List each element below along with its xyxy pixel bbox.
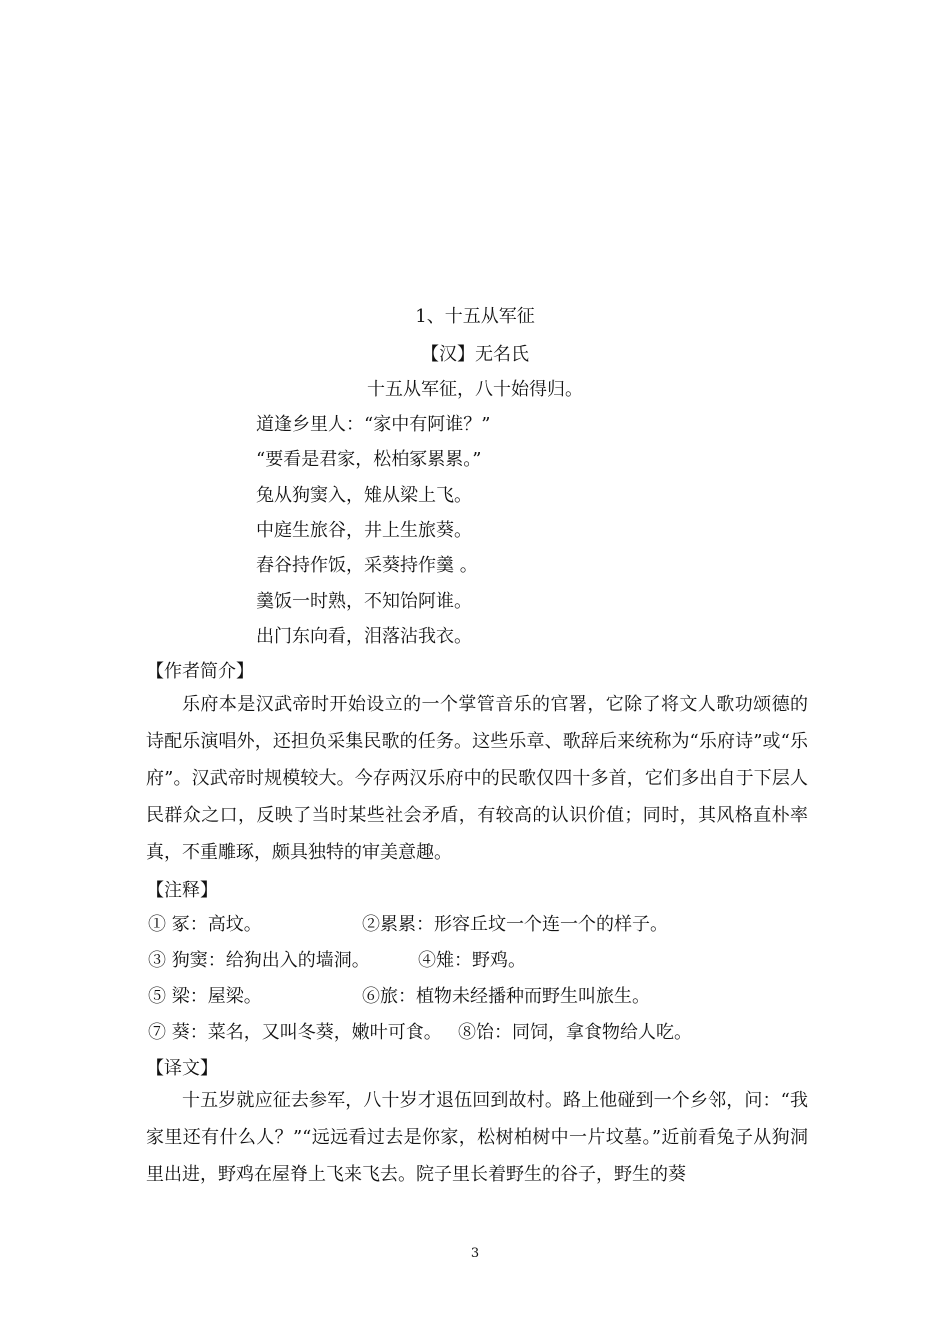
note-item: ⑧饴：同饲，拿食物给人吃。	[458, 1022, 692, 1043]
note-item: ②累累：形容丘坟一个连一个的样子。	[362, 914, 668, 935]
note-item: ④雉：野鸡。	[418, 950, 526, 971]
note-item: ① 冢：高坟。	[148, 914, 262, 935]
note-item: ⑤ 梁：屋梁。	[148, 986, 262, 1007]
poem-line: 中庭生旅谷，井上生旅葵。	[256, 520, 472, 541]
poem-line: 舂谷持作饭，采葵持作羹 。	[256, 555, 478, 576]
poem-line: 道逢乡里人：“家中有阿谁？”	[256, 414, 491, 435]
author-intro-text: 乐府本是汉武帝时开始设立的一个掌管音乐的官署，它除了将文人歌功颂德的诗配乐演唱外，还担负采集民歌的任务。这些乐章、歌辞后来统称为“乐府诗”或“乐府”。汉武帝时规模较大。今存两汉乐府中的民歌仅四十多首，它们多出自于下层人民群众之口，反映了当时某些社会矛盾，有较高的认识价值；同时，其风格直朴率真，不重雕琢，颇具独特的审美意趣。	[146, 694, 808, 863]
poem-line: 出门东向看，泪落沾我衣。	[256, 626, 472, 647]
poem-line: 兔从狗窦入，雉从梁上飞。	[256, 485, 472, 506]
poem-title: 1、十五从军征	[415, 306, 535, 327]
note-row	[146, 1018, 808, 1048]
note-item: ③ 狗窦：给狗出入的墙洞。	[148, 950, 370, 971]
note-row	[146, 982, 808, 1012]
poem-line: “要看是君家，松柏冢累累。”	[256, 449, 482, 470]
page-number: 3	[470, 1246, 480, 1261]
translation-heading: 【译文】	[146, 1058, 218, 1079]
note-item: ⑦ 葵：菜名，又叫冬葵，嫩叶可食。	[148, 1022, 442, 1043]
poem-author: 【汉】无名氏	[421, 344, 529, 365]
poem-line: 羹饭一时熟，不知饴阿谁。	[256, 591, 472, 612]
notes-heading: 【注释】	[146, 880, 218, 901]
note-row	[146, 910, 808, 940]
note-item: ⑥旅：植物未经播种而野生叫旅生。	[362, 986, 650, 1007]
translation-text: 十五岁就应征去参军，八十岁才退伍回到故村。路上他碰到一个乡邻，问：“我家里还有什么人？”“远远看过去是你家，松树柏树中一片坟墓。”近前看兔子从狗洞里出进，野鸡在屋脊上飞来飞去。院子里长着野生的谷子，野生的葵	[146, 1090, 808, 1185]
note-row	[146, 946, 808, 976]
author-intro-heading: 【作者简介】	[146, 661, 254, 682]
poem-line: 十五从军征，八十始得归。	[367, 379, 583, 400]
